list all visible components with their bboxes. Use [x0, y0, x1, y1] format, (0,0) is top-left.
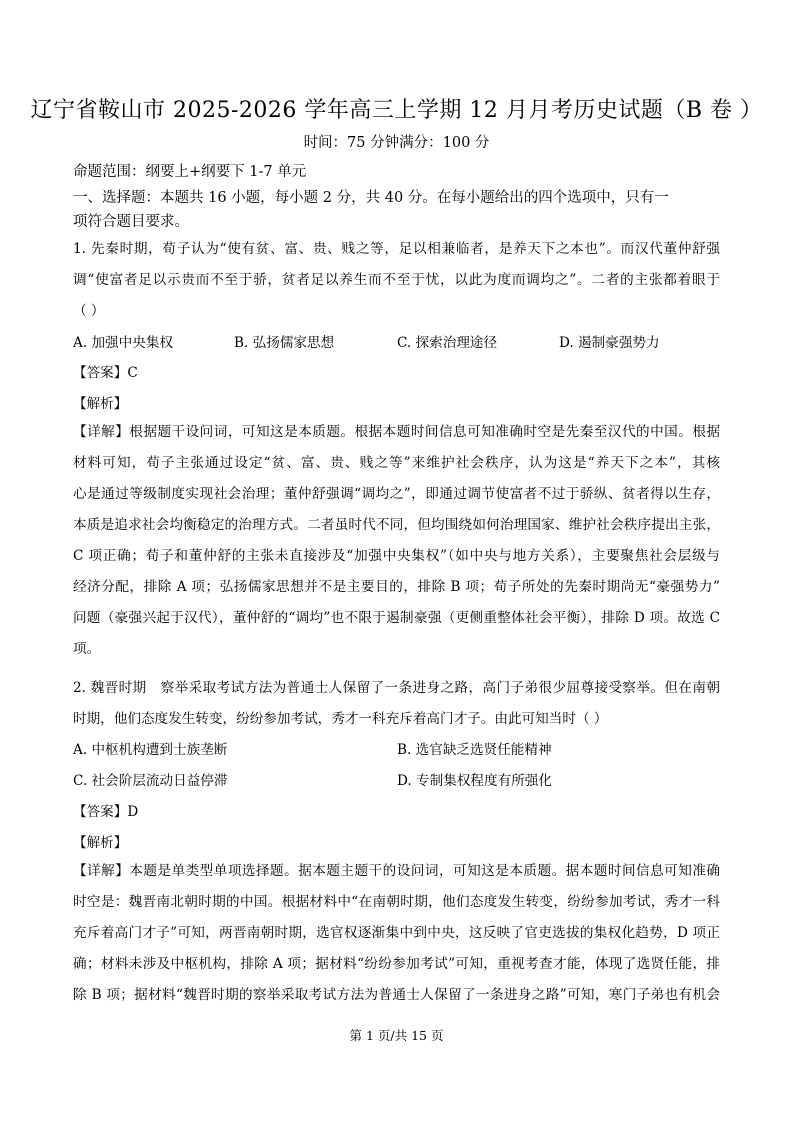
answer-value: D	[127, 804, 139, 820]
answer-label: 【答案】	[73, 804, 128, 820]
detail-line: 经济分配，排除 A 项；弘扬儒家思想并不是主要目的，排除 B 项；荀子所处的先秦时期尚无“豪强势力”	[73, 579, 720, 595]
question-2-options-row-2	[73, 769, 723, 789]
answer-label: 【答案】	[73, 365, 128, 381]
question-2-analysis-label: 【解析】	[73, 835, 128, 851]
answer-value: C	[127, 365, 138, 381]
detail-line: 心是通过等级制度实现社会治理；董仲舒强调“调均之”，即通过调节使富者不过于骄纵、贫者得以生存，	[73, 486, 720, 502]
question-1-analysis-label: 【解析】	[73, 396, 128, 412]
question-2-options-row-1	[73, 738, 723, 758]
question-1-option-c: C. 探索治理途径	[397, 335, 498, 351]
detail-line: 除 B 项；据材料“魏晋时期的察举采取考试方法为普通士人保留了一条进身之路”可知，寒门子弟也有机会	[73, 987, 720, 1003]
question-2-answer	[73, 800, 138, 820]
question-1-detail	[73, 417, 720, 665]
detail-line: 问题（豪强兴起于汉代），董仲舒的“调均”也不限于遏制豪强（更侧重整体社会平衡），排除 D 项。故选 C	[73, 610, 720, 626]
detail-line: 确；材料未涉及中枢机构，排除 A 项；据材料“纷纷参加考试”可知，重视考查才能，体现了选贤任能，排	[73, 956, 720, 972]
question-2-option-b: B. 选官缺乏选贤任能精神	[397, 742, 552, 758]
detail-line: 本质是追求社会均衡稳定的治理方式。二者虽时代不同，但均围绕如何治理国家、维护社会秩序提出主张，	[73, 517, 720, 533]
detail-line: C 项正确；荀子和董仲舒的主张未直接涉及“加强中央集权”（如中央与地方关系），主要聚焦社会层级与	[73, 548, 720, 564]
question-1-stem	[73, 234, 720, 327]
question-1-options	[73, 331, 723, 351]
question-2-stem-line: 时期，他们态度发生转变，纷纷参加考试，秀才一科充斥着高门才子。由此可知当时（ ）	[73, 711, 608, 727]
detail-line: 【详解】根据题干设问词，可知这是本质题。根据本题时间信息可知准确时空是先秦至汉代的中国。根据	[73, 424, 720, 440]
question-1-stem-line: （ ）	[73, 303, 105, 319]
section-instruction-line-2: 项符合题目要求。	[73, 214, 189, 230]
question-1-stem-line: 1. 先秦时期，荀子认为“使有贫、富、贵、贱之等，足以相兼临者，是养天下之本也”。而汉代董仲舒强	[73, 241, 720, 257]
question-1-answer	[73, 361, 138, 381]
detail-line: 项。	[73, 641, 101, 657]
question-2-option-d: D. 专制集权程度有所强化	[397, 773, 552, 789]
question-1-option-b: B. 弘扬儒家思想	[234, 335, 335, 351]
exam-scope: 命题范围：纲要上+纲要下 1-7 单元	[73, 164, 307, 180]
section-instruction-line-1: 一、选择题：本题共 16 小题，每小题 2 分，共 40 分。在每小题给出的四个选项中，只有一	[73, 190, 669, 206]
detail-line: 【详解】本题是单类型单项选择题。据本题主题干的设问词，可知这是本质题。据本题时间信息可知准确	[73, 863, 720, 879]
question-2-detail	[73, 856, 720, 1011]
question-2-option-a: A. 中枢机构遭到士族垄断	[73, 742, 228, 758]
detail-line: 材料可知，荀子主张通过设定“贫、富、贵、贱之等”来维护社会秩序，认为这是“养天下之本”，其核	[73, 455, 720, 471]
exam-title: 辽宁省鞍山市 2025-2026 学年高三上学期 12 月月考历史试题（B 卷 ）	[30, 98, 763, 123]
question-2-option-c: C. 社会阶层流动日益停滞	[73, 773, 228, 789]
detail-line: 时空是：魏晋南北朝时期的中国。根据材料中“在南朝时期，他们态度发生转变，纷纷参加考试，秀才一科	[73, 894, 720, 910]
page-number: 第 1 页/共 15 页	[349, 1028, 444, 1043]
detail-line: 充斥着高门才子”可知，两晋南朝时期，选官权逐渐集中到中央，这反映了官吏选拔的集权化趋势，D 项正	[73, 925, 720, 941]
question-1-option-a: A. 加强中央集权	[73, 335, 174, 351]
question-2-stem-line: 2. 魏晋时期 察举采取考试方法为普通士人保留了一条进身之路，高门子弟很少屈尊接受察举。但在南朝	[73, 680, 720, 696]
question-1-option-d: D. 遏制豪强势力	[559, 335, 660, 351]
question-1-stem-line: 调“使富者足以示贵而不至于骄，贫者足以养生而不至于忧，以此为度而调均之”。二者的主张都着眼于	[73, 272, 720, 288]
exam-time: 时间：75 分钟满分：100 分	[303, 135, 490, 151]
question-2-stem	[73, 673, 720, 735]
